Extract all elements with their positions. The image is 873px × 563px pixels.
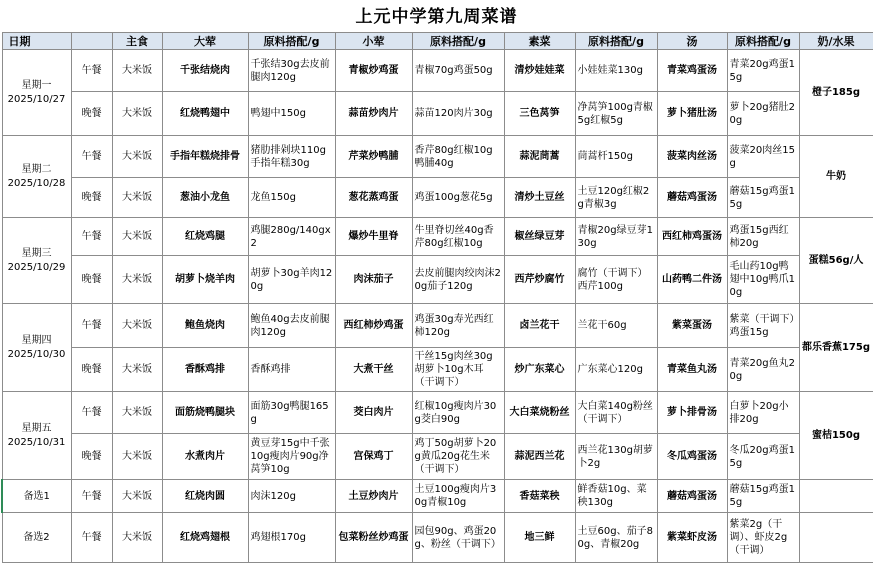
milk-fruit-cell: 蜜桔150g — [799, 392, 873, 480]
staple-food: 大米饭 — [112, 92, 162, 136]
day-cell — [2, 50, 71, 136]
side-dish-ingredients: 香芹80g红椒10g鸭脯40g — [412, 136, 504, 178]
staple-food: 大米饭 — [112, 434, 162, 480]
side-dish-ingredients: 蒜苗120肉片30g — [412, 92, 504, 136]
day-name: 星期四 — [21, 334, 52, 346]
vegetable-dish: 椒丝绿豆芽 — [504, 218, 575, 256]
side-dish: 蒜苗炒肉片 — [335, 92, 412, 136]
main-dish: 手指年糕烧排骨 — [162, 136, 248, 178]
milk-fruit-cell — [799, 513, 873, 563]
header-main-dish: 大荤 — [162, 33, 248, 50]
main-dish-ingredients: 肉沫120g — [248, 480, 335, 513]
vegetable-dish: 清炒土豆丝 — [504, 178, 575, 218]
spare-row — [2, 513, 873, 563]
milk-fruit-cell: 蛋糕56g/人 — [799, 218, 873, 304]
staple-food: 大米饭 — [112, 218, 162, 256]
header-main-ingredients: 原料搭配/g — [248, 33, 335, 50]
main-dish: 红烧鸡翅根 — [162, 513, 248, 563]
day-date: 2025/10/30 — [7, 348, 66, 360]
staple-food: 大米饭 — [112, 304, 162, 348]
vegetable-ingredients: 广东菜心120g — [575, 348, 657, 392]
staple-food: 大米饭 — [112, 392, 162, 434]
spare-name: 备选2 — [2, 513, 71, 563]
day-name: 星期一 — [21, 79, 52, 91]
menu-row — [2, 256, 873, 304]
side-dish-ingredients: 干丝15g肉丝30g胡萝卜10g木耳（干调下） — [412, 348, 504, 392]
header-meal — [71, 33, 112, 50]
meal-type: 午餐 — [71, 218, 112, 256]
main-dish: 红烧肉圆 — [162, 480, 248, 513]
side-dish: 西红柿炒鸡蛋 — [335, 304, 412, 348]
meal-type: 午餐 — [71, 480, 112, 513]
meal-type: 午餐 — [71, 513, 112, 563]
menu-row — [2, 348, 873, 392]
main-dish-ingredients: 猪肋排剁块110g手指年糕30g — [248, 136, 335, 178]
day-name: 星期二 — [21, 163, 52, 175]
vegetable-ingredients: 腐竹（干调下）西芹100g — [575, 256, 657, 304]
header-staple: 主食 — [112, 33, 162, 50]
menu-row — [2, 178, 873, 218]
meal-type: 晚餐 — [71, 348, 112, 392]
soup-ingredients: 鸡蛋15g西红柿20g — [727, 218, 799, 256]
day-name: 星期五 — [21, 422, 52, 434]
menu-row — [2, 218, 873, 256]
main-dish: 面筋烧鸭腿块 — [162, 392, 248, 434]
soup-dish: 山药鸭二件汤 — [657, 256, 727, 304]
soup-ingredients: 菠菜20肉丝15g — [727, 136, 799, 178]
header-vegetable-ingredients: 原料搭配/g — [575, 33, 657, 50]
page-title: 上元中学第九周菜谱 — [355, 7, 518, 27]
day-cell — [2, 136, 71, 218]
staple-food: 大米饭 — [112, 513, 162, 563]
soup-dish: 西红柿鸡蛋汤 — [657, 218, 727, 256]
main-dish: 千张结烧肉 — [162, 50, 248, 92]
main-dish: 水煮肉片 — [162, 434, 248, 480]
milk-fruit-cell: 牛奶 — [799, 136, 873, 218]
main-dish: 鲍鱼烧肉 — [162, 304, 248, 348]
vegetable-dish: 卤兰花干 — [504, 304, 575, 348]
vegetable-dish: 三色莴笋 — [504, 92, 575, 136]
main-dish-ingredients: 香酥鸡排 — [248, 348, 335, 392]
main-dish: 香酥鸡排 — [162, 348, 248, 392]
meal-type: 午餐 — [71, 50, 112, 92]
main-dish-ingredients: 面筋30g鸭腿165g — [248, 392, 335, 434]
vegetable-dish: 西芹炒腐竹 — [504, 256, 575, 304]
meal-type: 午餐 — [71, 304, 112, 348]
vegetable-ingredients: 茼蒿杆150g — [575, 136, 657, 178]
soup-dish: 蘑菇鸡蛋汤 — [657, 178, 727, 218]
meal-type: 晚餐 — [71, 256, 112, 304]
vegetable-ingredients: 净莴笋100g青椒5g红椒5g — [575, 92, 657, 136]
vegetable-ingredients: 大白菜140g粉丝（干调下） — [575, 392, 657, 434]
menu-row — [2, 136, 873, 178]
vegetable-ingredients: 青椒20g绿豆芽130g — [575, 218, 657, 256]
menu-row — [2, 92, 873, 136]
staple-food: 大米饭 — [112, 480, 162, 513]
header-row — [2, 33, 873, 50]
vegetable-dish: 地三鲜 — [504, 513, 575, 563]
day-date: 2025/10/28 — [7, 177, 66, 189]
soup-ingredients: 青菜20g鱼丸20g — [727, 348, 799, 392]
side-dish-ingredients: 鸡蛋30g寿光西红柿120g — [412, 304, 504, 348]
main-dish-ingredients: 龙鱼150g — [248, 178, 335, 218]
soup-dish: 青菜鱼丸汤 — [657, 348, 727, 392]
main-dish: 红烧鸭翅中 — [162, 92, 248, 136]
soup-dish: 蘑菇鸡蛋汤 — [657, 480, 727, 513]
day-cell — [2, 304, 71, 392]
soup-ingredients: 冬瓜20g鸡蛋15g — [727, 434, 799, 480]
main-dish: 胡萝卜烧羊肉 — [162, 256, 248, 304]
side-dish-ingredients: 鸡蛋100g葱花5g — [412, 178, 504, 218]
vegetable-ingredients: 鲜香菇10g、菜秧130g — [575, 480, 657, 513]
meal-type: 晚餐 — [71, 178, 112, 218]
vegetable-dish: 蒜泥茼蒿 — [504, 136, 575, 178]
main-dish-ingredients: 鲍鱼40g去皮前腿肉120g — [248, 304, 335, 348]
side-dish-ingredients: 牛里脊切丝40g香芹80g红椒10g — [412, 218, 504, 256]
main-dish-ingredients: 千张结30g去皮前腿肉120g — [248, 50, 335, 92]
spare-row — [2, 480, 873, 513]
side-dish: 芹菜炒鸭脯 — [335, 136, 412, 178]
soup-ingredients: 萝卜20g猪肚20g — [727, 92, 799, 136]
vegetable-dish: 炒广东菜心 — [504, 348, 575, 392]
vegetable-dish: 大白菜烧粉丝 — [504, 392, 575, 434]
side-dish-ingredients: 土豆100g瘦肉片30g青椒10g — [412, 480, 504, 513]
main-dish: 葱油小龙鱼 — [162, 178, 248, 218]
milk-fruit-cell — [799, 480, 873, 513]
main-dish-ingredients: 黄豆芽15g中千张10g瘦肉片90g净莴笋10g — [248, 434, 335, 480]
staple-food: 大米饭 — [112, 178, 162, 218]
spare-name: 备选1 — [2, 480, 71, 513]
soup-ingredients: 紫菜2g（干调）、虾皮2g（干调） — [727, 513, 799, 563]
staple-food: 大米饭 — [112, 348, 162, 392]
header-side-dish: 小荤 — [335, 33, 412, 50]
header-soup-ingredients: 原料搭配/g — [727, 33, 799, 50]
main-dish: 红烧鸡腿 — [162, 218, 248, 256]
day-date: 2025/10/31 — [7, 436, 66, 448]
soup-ingredients: 紫菜（干调下）鸡蛋15g — [727, 304, 799, 348]
soup-dish: 青菜鸡蛋汤 — [657, 50, 727, 92]
day-cell — [2, 218, 71, 304]
milk-fruit-cell: 橙子185g — [799, 50, 873, 136]
menu-row — [2, 304, 873, 348]
day-date: 2025/10/27 — [7, 93, 66, 105]
side-dish: 葱花蒸鸡蛋 — [335, 178, 412, 218]
header-vegetable: 素菜 — [504, 33, 575, 50]
day-cell — [2, 392, 71, 480]
soup-ingredients: 青菜20g鸡蛋15g — [727, 50, 799, 92]
vegetable-dish: 清炒娃娃菜 — [504, 50, 575, 92]
menu-row — [2, 434, 873, 480]
side-dish-ingredients: 园包90g、鸡蛋20g、粉丝（干调下） — [412, 513, 504, 563]
header-date: 日期 — [2, 33, 71, 50]
side-dish-ingredients: 去皮前腿肉绞肉沫20g茄子120g — [412, 256, 504, 304]
side-dish: 大煮干丝 — [335, 348, 412, 392]
side-dish-ingredients: 青椒70g鸡蛋50g — [412, 50, 504, 92]
meal-type: 午餐 — [71, 136, 112, 178]
vegetable-dish: 蒜泥西兰花 — [504, 434, 575, 480]
soup-dish: 冬瓜鸡蛋汤 — [657, 434, 727, 480]
vegetable-dish: 香菇菜秧 — [504, 480, 575, 513]
side-dish: 宫保鸡丁 — [335, 434, 412, 480]
soup-ingredients: 毛山药10g鸭翅中10g鸭爪10g — [727, 256, 799, 304]
side-dish-ingredients: 鸡丁50g胡萝卜20g黄瓜20g花生米（干调下） — [412, 434, 504, 480]
main-dish-ingredients: 鸭翅中150g — [248, 92, 335, 136]
soup-dish: 萝卜猪肚汤 — [657, 92, 727, 136]
milk-fruit-cell: 都乐香蕉175g — [799, 304, 873, 392]
header-side-ingredients: 原料搭配/g — [412, 33, 504, 50]
day-date: 2025/10/29 — [7, 261, 66, 273]
main-dish-ingredients: 鸡翅根170g — [248, 513, 335, 563]
side-dish: 土豆炒肉片 — [335, 480, 412, 513]
menu-table — [1, 32, 873, 563]
meal-type: 晚餐 — [71, 92, 112, 136]
side-dish-ingredients: 红椒10g瘦肉片30g茭白90g — [412, 392, 504, 434]
staple-food: 大米饭 — [112, 50, 162, 92]
side-dish: 爆炒牛里脊 — [335, 218, 412, 256]
soup-ingredients: 白萝卜20g小排20g — [727, 392, 799, 434]
meal-type: 午餐 — [71, 392, 112, 434]
vegetable-ingredients: 西兰花130g胡萝卜2g — [575, 434, 657, 480]
side-dish: 青椒炒鸡蛋 — [335, 50, 412, 92]
header-soup: 汤 — [657, 33, 727, 50]
soup-dish: 紫菜蛋汤 — [657, 304, 727, 348]
menu-row — [2, 392, 873, 434]
vegetable-ingredients: 小娃娃菜130g — [575, 50, 657, 92]
vegetable-ingredients: 土豆60g、茄子80g、青椒20g — [575, 513, 657, 563]
staple-food: 大米饭 — [112, 136, 162, 178]
staple-food: 大米饭 — [112, 256, 162, 304]
soup-ingredients: 蘑菇15g鸡蛋15g — [727, 178, 799, 218]
soup-ingredients: 蘑菇15g鸡蛋15g — [727, 480, 799, 513]
day-name: 星期三 — [21, 247, 52, 259]
main-dish-ingredients: 鸡腿280g/140gx2 — [248, 218, 335, 256]
main-dish-ingredients: 胡萝卜30g羊肉120g — [248, 256, 335, 304]
soup-dish: 紫菜虾皮汤 — [657, 513, 727, 563]
menu-row — [2, 50, 873, 92]
side-dish: 包菜粉丝炒鸡蛋 — [335, 513, 412, 563]
soup-dish: 萝卜排骨汤 — [657, 392, 727, 434]
soup-dish: 菠菜肉丝汤 — [657, 136, 727, 178]
vegetable-ingredients: 土豆120g红椒2g青椒3g — [575, 178, 657, 218]
vegetable-ingredients: 兰花干60g — [575, 304, 657, 348]
meal-type: 晚餐 — [71, 434, 112, 480]
side-dish: 茭白肉片 — [335, 392, 412, 434]
side-dish: 肉沫茄子 — [335, 256, 412, 304]
header-milk-fruit: 奶/水果 — [799, 33, 873, 50]
